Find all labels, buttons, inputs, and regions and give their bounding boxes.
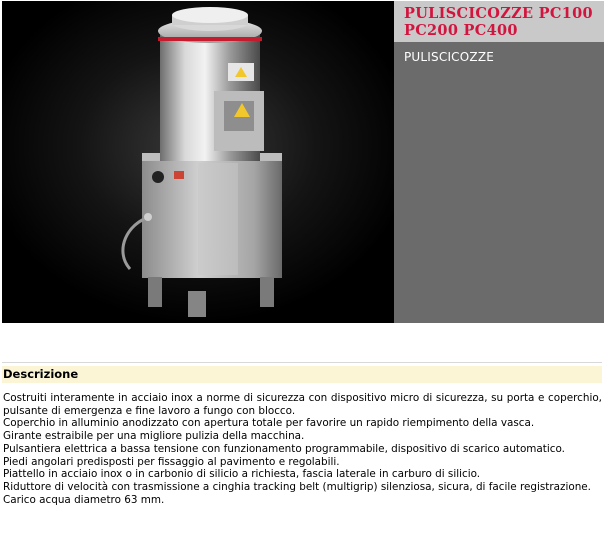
description-paragraph: Piattello in acciaio inox o in carbonio di silicio a richiesta, fascia laterale in carburo di silicio. <box>3 468 481 481</box>
description-paragraph: Coperchio in alluminio anodizzato con apertura totale per favorire un rapido riempimento della vasca. <box>3 417 535 430</box>
description-paragraph: Riduttore di velocità con trasmissione a cinghia tracking belt (multigrip) silenziosa, sicura, di facile registrazione. <box>3 480 591 493</box>
description-paragraph: Pulsantiera elettrica a bassa tensione con funzionamento programmabile, dispositivo di scarico automatico. <box>3 442 565 455</box>
product-photo <box>2 1 394 323</box>
product-category: PULISCICOZZE <box>404 50 495 64</box>
description-paragraph: Girante estraibile per una migliore pulizia della macchina. <box>3 430 305 443</box>
description-paragraph: Piedi angolari predisposti per fissaggio al pavimento e regolabili. <box>3 455 340 468</box>
product-title-line-1: PULISCICOZZE PC100 <box>404 5 593 22</box>
description-paragraph: Costruiti interamente in acciaio inox a norme di sicurezza con dispositivo micro di sicurezza, su porta e coperchio, pulsante di emergenza e fine lavoro a fungo con blocco. <box>3 392 602 417</box>
product-title-line-2: PC200 PC400 <box>404 22 518 39</box>
potato-peeler-machine-photo <box>2 1 394 323</box>
product-info-panel <box>394 1 604 323</box>
description-body <box>3 392 602 506</box>
product-title-box <box>394 1 604 42</box>
description-heading: Descrizione <box>3 367 79 381</box>
product-top-section <box>2 1 604 323</box>
description-header <box>2 366 602 383</box>
description-paragraph: Carico acqua diametro 63 mm. <box>3 493 165 506</box>
description-divider <box>2 362 602 363</box>
